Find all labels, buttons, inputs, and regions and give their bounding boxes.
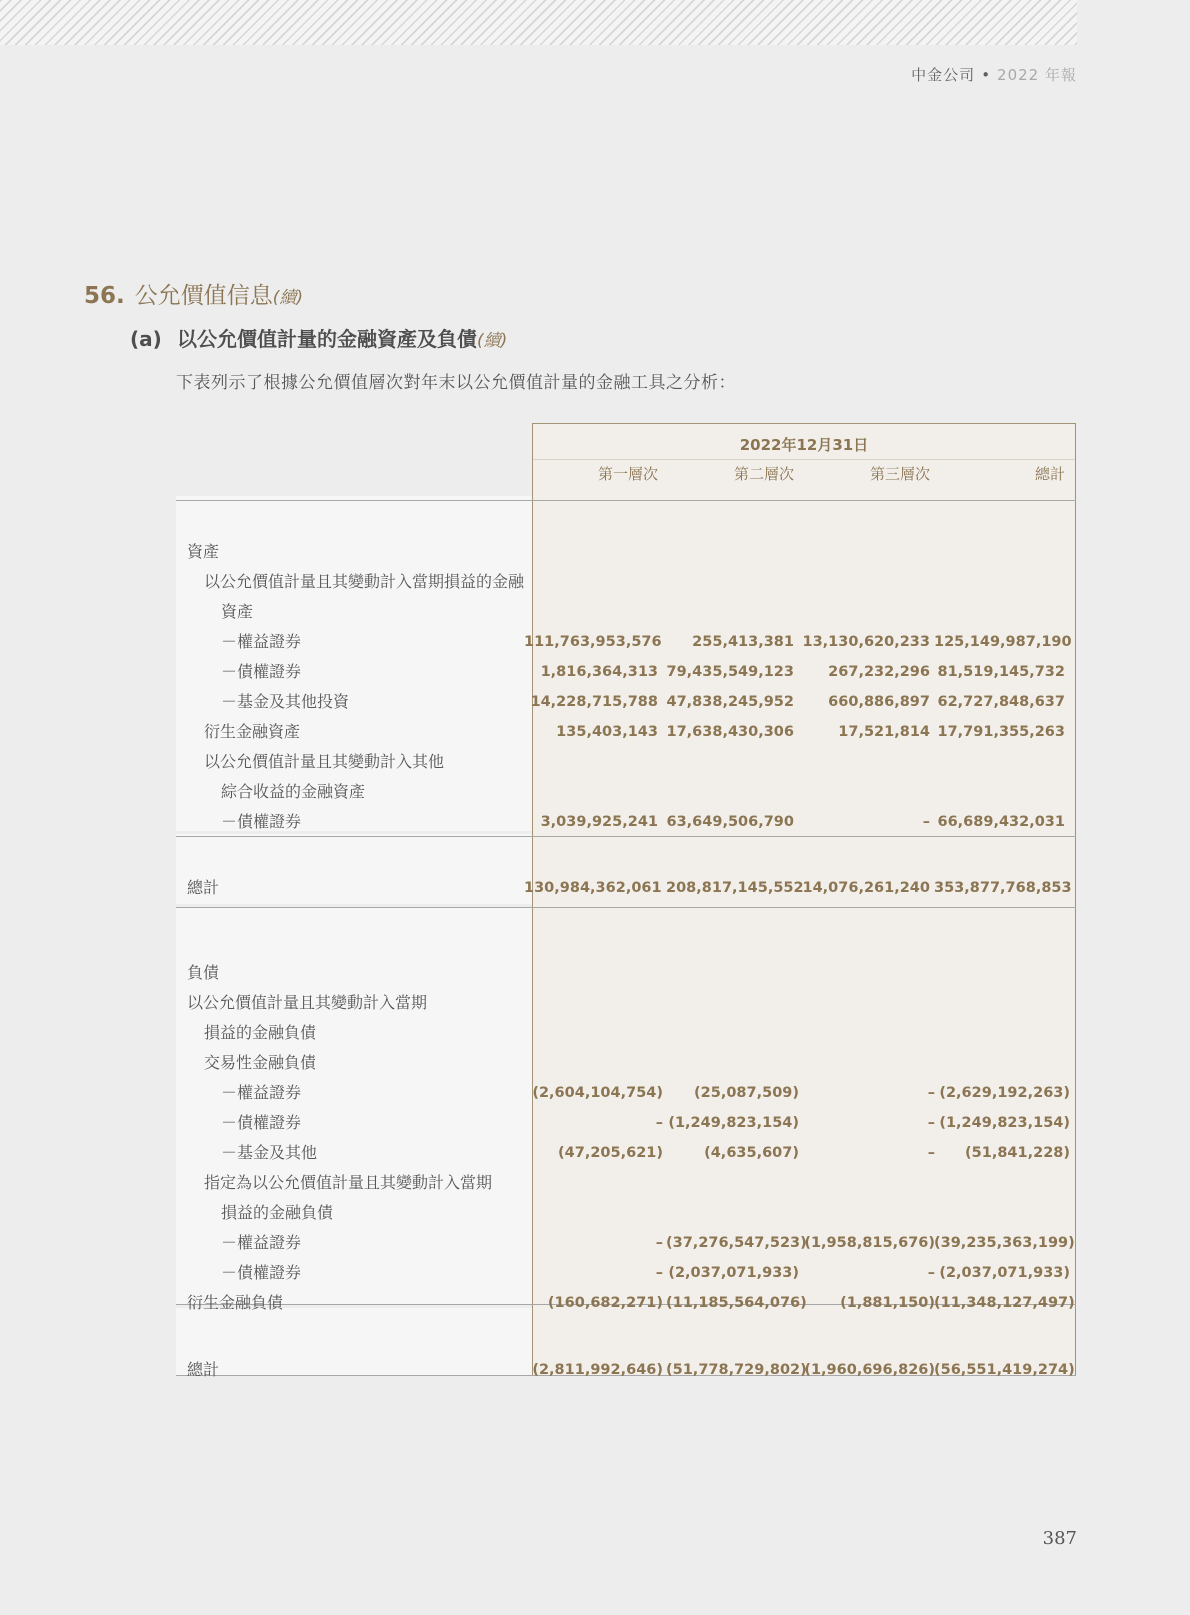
section-number: 56. (84, 283, 125, 309)
header-hatch-band (0, 0, 1077, 45)
cell-level2: 17,638,430,306 (666, 724, 794, 740)
cell-total: 353,877,768,853 (934, 880, 1072, 896)
table-row (176, 597, 1076, 627)
table-row (176, 988, 1076, 1018)
subsection-label: (a) (130, 327, 162, 351)
section-title: 公允價值信息 (134, 283, 273, 309)
row-label: 損益的金融負債 (204, 1023, 317, 1042)
table-row (176, 777, 1076, 807)
col-header-level3: 第三層次 (869, 465, 930, 483)
row-label: 以公允價值計量且其變動計入當期損益的金融 (204, 572, 525, 591)
running-header (911, 64, 1077, 85)
table-row (176, 873, 1076, 903)
date-underline (533, 459, 1075, 460)
subsection-continued: (續) (477, 331, 508, 351)
cell-total: (2,037,071,933) (939, 1265, 1070, 1281)
cell-level2: 79,435,549,123 (666, 664, 794, 680)
table-row (176, 657, 1076, 687)
row-label: －基金及其他投資 (221, 692, 350, 711)
cell-level2: (37,276,547,523) (666, 1235, 807, 1251)
table-row (176, 1018, 1076, 1048)
cell-level3: 13,130,620,233 (802, 634, 930, 650)
cell-total: (39,235,363,199) (934, 1235, 1075, 1251)
col-header-level2: 第二層次 (733, 465, 794, 483)
cell-level2: 63,649,506,790 (666, 814, 794, 830)
subsection-heading (130, 323, 507, 352)
row-label: 指定為以公允價值計量且其變動計入當期 (204, 1173, 493, 1192)
row-label: 資產 (221, 602, 254, 621)
row-label: 衍生金融資產 (204, 722, 301, 741)
subsection-title: 以公允價值計量的金融資產及負債 (177, 327, 477, 351)
table-row (176, 1078, 1076, 1108)
row-label: 交易性金融負債 (204, 1053, 317, 1072)
cell-level1: 111,763,953,576 (524, 634, 662, 650)
cell-level1: – (655, 1265, 663, 1281)
cell-level1: – (655, 1235, 663, 1251)
cell-level3: 267,232,296 (828, 664, 930, 680)
cell-total: (2,629,192,263) (939, 1085, 1070, 1101)
cell-level2: 255,413,381 (692, 634, 794, 650)
table-row (176, 537, 1076, 567)
row-label: －債權證券 (221, 1263, 302, 1282)
section-continued: (續) (272, 288, 304, 308)
cell-level2: (11,185,564,076) (666, 1295, 807, 1311)
row-label: －權益證券 (221, 1083, 302, 1102)
table-row (176, 807, 1076, 837)
cell-level3: – (927, 1085, 935, 1101)
row-label: 總計 (187, 1360, 220, 1379)
row-label: －權益證券 (221, 632, 302, 651)
row-label: 損益的金融負債 (221, 1203, 334, 1222)
cell-total: 81,519,145,732 (937, 664, 1065, 680)
cell-total: 125,149,987,190 (934, 634, 1072, 650)
table-row (176, 1258, 1076, 1288)
table-row (176, 1288, 1076, 1318)
cell-level1: (160,682,271) (547, 1295, 663, 1311)
table-row (176, 1138, 1076, 1168)
report-year: 2022 年報 (997, 66, 1077, 84)
assets-total-rule (176, 907, 1076, 908)
row-label: 綜合收益的金融資產 (221, 782, 366, 801)
table-row (176, 567, 1076, 597)
table-row (176, 627, 1076, 657)
page-number: 387 (1042, 1528, 1077, 1549)
row-label: 負債 (187, 963, 220, 982)
table-row (176, 687, 1076, 717)
cell-level1: 3,039,925,241 (540, 814, 658, 830)
row-label: 衍生金融負債 (187, 1293, 284, 1312)
table-row (176, 1168, 1076, 1198)
cell-level1: 14,228,715,788 (530, 694, 658, 710)
cell-level1: (2,604,104,754) (532, 1085, 663, 1101)
cell-level1: (2,811,992,646) (532, 1362, 663, 1378)
cell-level2: 47,838,245,952 (666, 694, 794, 710)
cell-level3: (1,881,150) (840, 1295, 935, 1311)
cell-level3: (1,958,815,676) (804, 1235, 935, 1251)
row-label: －債權證券 (221, 812, 302, 831)
date-header: 2022年12月31日 (739, 436, 869, 454)
table-row (176, 958, 1076, 988)
cell-level3: 17,521,814 (838, 724, 930, 740)
cell-level1: – (655, 1115, 663, 1131)
cell-total: (51,841,228) (965, 1145, 1070, 1161)
cell-level3: (1,960,696,826) (804, 1362, 935, 1378)
cell-level3: – (922, 814, 930, 830)
row-label: 以公允價值計量且其變動計入其他 (204, 752, 445, 771)
cell-total: 17,791,355,263 (937, 724, 1065, 740)
table-row (176, 1228, 1076, 1258)
table-row (176, 1355, 1076, 1385)
cell-level1: (47,205,621) (558, 1145, 663, 1161)
cell-level2: (25,087,509) (694, 1085, 799, 1101)
section-heading (84, 277, 303, 310)
cell-level2: (2,037,071,933) (668, 1265, 799, 1281)
table-row (176, 747, 1076, 777)
cell-level3: 14,076,261,240 (802, 880, 930, 896)
company-name: 中金公司 (911, 66, 976, 84)
cell-level3: – (927, 1115, 935, 1131)
intro-paragraph: 下表列示了根據公允價值層次對年末以公允價值計量的金融工具之分析： (176, 373, 736, 393)
cell-level1: 1,816,364,313 (540, 664, 658, 680)
row-label: －權益證券 (221, 1233, 302, 1252)
row-label: 總計 (187, 878, 220, 897)
table-row (176, 717, 1076, 747)
cell-level2: (51,778,729,802) (666, 1362, 807, 1378)
cell-level1: 135,403,143 (556, 724, 658, 740)
cell-level3: – (927, 1145, 935, 1161)
cell-total: (11,348,127,497) (934, 1295, 1075, 1311)
table-row (176, 1108, 1076, 1138)
cell-total: 66,689,432,031 (937, 814, 1065, 830)
row-label: 資產 (187, 542, 220, 561)
cell-level2: (4,635,607) (704, 1145, 799, 1161)
row-label: －債權證券 (221, 662, 302, 681)
cell-total: 62,727,848,637 (937, 694, 1065, 710)
header-rule (176, 500, 1076, 501)
cell-total: (56,551,419,274) (934, 1362, 1075, 1378)
cell-level3: 660,886,897 (828, 694, 930, 710)
cell-level3: – (927, 1265, 935, 1281)
row-label: －債權證券 (221, 1113, 302, 1132)
cell-level2: 208,817,145,552 (666, 880, 804, 896)
cell-level2: (1,249,823,154) (668, 1115, 799, 1131)
col-header-level1: 第一層次 (597, 465, 658, 483)
table-row (176, 1048, 1076, 1078)
cell-level1: 130,984,362,061 (524, 880, 662, 896)
row-label: 以公允價值計量且其變動計入當期 (187, 993, 428, 1012)
cell-total: (1,249,823,154) (939, 1115, 1070, 1131)
col-header-total: 總計 (1034, 465, 1065, 483)
row-label: －基金及其他 (221, 1143, 318, 1162)
header-separator: • (981, 66, 992, 84)
table-row (176, 1198, 1076, 1228)
